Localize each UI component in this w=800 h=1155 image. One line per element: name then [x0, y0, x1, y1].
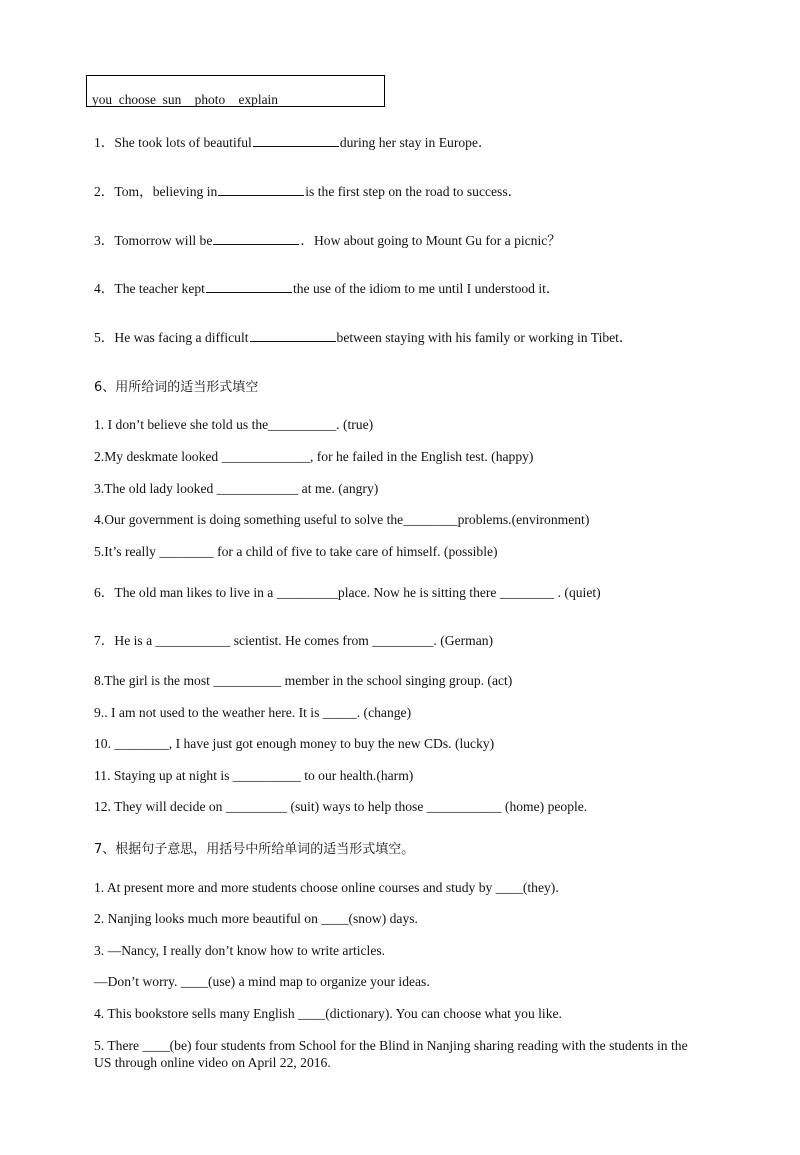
section6-item-3: 3.The old lady looked ____________ at me. (angry) — [94, 481, 379, 496]
section6-item-7: 7．He is a ___________ scientist. He comes from _________. (German) — [94, 633, 494, 648]
word-bank-box — [86, 75, 385, 107]
word-bank-words: you choose sun photo explain — [92, 92, 278, 107]
section6-item-2: 2.My deskmate looked _____________, for he failed in the English test. (happy) — [94, 449, 534, 464]
answer-blank[interactable] — [213, 231, 299, 245]
section6-item-1: 1. I don’t believe she told us the__________. (true) — [94, 417, 374, 432]
section6-item-4: 4.Our government is doing something useful to solve the________problems.(environment) — [94, 512, 590, 527]
part1-item-2: 2．Tom，believing in is the first step on the road to success． — [94, 184, 522, 199]
section7-heading: 7、根据句子意思，用括号中所给单词的适当形式填空。 — [94, 842, 415, 857]
section6-heading: 6、用所给词的适当形式填空 — [94, 380, 259, 395]
section7-item-1: 1. At present more and more students choose online courses and study by ____(they). — [94, 880, 559, 895]
section7-item-4: 4. This bookstore sells many English ____(dictionary). You can choose what you like. — [94, 1006, 562, 1021]
section6-item-6: 6．The old man likes to live in a _________place. Now he is sitting there ________ . (quiet) — [94, 585, 601, 600]
answer-blank[interactable] — [218, 182, 304, 196]
answer-blank[interactable] — [250, 328, 336, 342]
part1-item-4: 4．The teacher kept the use of the idiom to me until I understood it． — [94, 281, 560, 296]
section6-item-10: 10. ________, I have just got enough money to buy the new CDs. (lucky) — [94, 736, 495, 751]
section7-item-3: 3. —Nancy, I really don’t know how to write articles. — [94, 943, 386, 958]
part1-item-5: 5．He was facing a difficult between staying with his family or working in Tibet． — [94, 330, 633, 345]
part1-item-1: 1．She took lots of beautiful during her stay in Europe． — [94, 135, 492, 150]
section6-item-5: 5.It’s really ________ for a child of five to take care of himself. (possible) — [94, 544, 498, 559]
section6-item-9: 9.. I am not used to the weather here. It is _____. (change) — [94, 705, 412, 720]
section7-item-3-reply: —Don’t worry. ____(use) a mind map to organize your ideas. — [94, 974, 430, 989]
section6-item-12: 12. They will decide on _________ (suit) ways to help those ___________ (home) people. — [94, 799, 588, 814]
answer-blank[interactable] — [253, 133, 339, 147]
section7-item-2: 2. Nanjing looks much more beautiful on ____(snow) days. — [94, 911, 418, 926]
section6-item-11: 11. Staying up at night is __________ to our health.(harm) — [94, 768, 414, 783]
section6-item-8: 8.The girl is the most __________ member in the school singing group. (act) — [94, 673, 513, 688]
section7-item-5: 5. There ____(be) four students from School for the Blind in Nanjing sharing reading with the students in the US through online video on April 22, 2016. — [94, 1038, 688, 1070]
answer-blank[interactable] — [206, 279, 292, 293]
part1-item-3: 3．Tomorrow will be ．How about going to Mount Gu for a picnic？ — [94, 233, 561, 248]
